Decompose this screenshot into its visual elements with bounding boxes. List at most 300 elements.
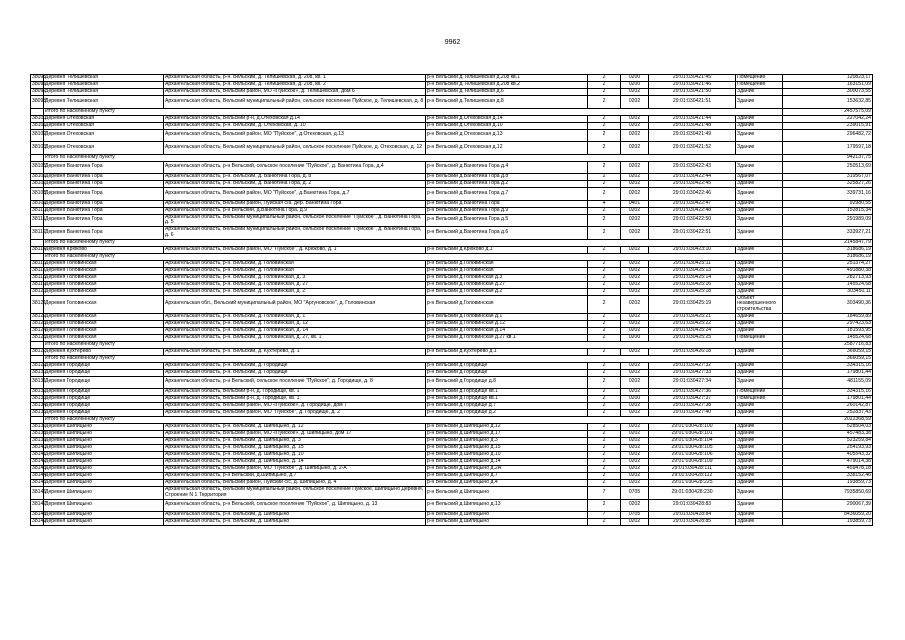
settlement-name-cell: Деревня Телишевская bbox=[44, 82, 164, 89]
subgroup-cell: 0202 bbox=[621, 348, 649, 355]
subgroup-cell: 0202 bbox=[621, 320, 649, 327]
location-cell: р-н Вельский д.Головинская д.14 bbox=[426, 327, 588, 334]
cadastral-value-cell: 459478,18 bbox=[783, 466, 873, 473]
cadastral-number-cell: 29:01:030425:19 bbox=[649, 295, 736, 313]
subtotal-value: 2587716,83 bbox=[783, 341, 873, 348]
row-id-cell: 38131 bbox=[31, 376, 44, 389]
settlement-name-cell: Деревня Городище bbox=[44, 376, 164, 389]
cadastral-value-cell: 239015,91 bbox=[783, 122, 873, 129]
group-cell: 2 bbox=[588, 115, 621, 122]
address-cell: Архангельская область, р-н Вельский, д.Шипицыно, д.7 bbox=[164, 473, 426, 480]
subgroup-cell: 0202 bbox=[621, 431, 649, 438]
object-type-cell: Здание bbox=[736, 473, 783, 480]
cadastral-number-cell: 29:01:030422:43 bbox=[649, 161, 736, 174]
settlement-name-cell: Деревня Шипицыно bbox=[44, 519, 164, 526]
table-row bbox=[31, 246, 873, 253]
object-type-cell: Здание bbox=[736, 410, 783, 417]
cadastral-value-cell: 366059,15 bbox=[783, 348, 873, 355]
group-cell: 2 bbox=[588, 295, 621, 313]
cadastral-number-cell: 29:01:030427:36 bbox=[649, 389, 736, 396]
cadastral-number-cell: 29:01:030422:48 bbox=[649, 207, 736, 214]
row-id-cell: 38116 bbox=[32, 259, 46, 266]
settlement-name-cell: Деревня Отеховская bbox=[44, 142, 164, 155]
object-type-cell: Здание bbox=[736, 89, 783, 96]
settlement-name-cell: Деревня Отеховская bbox=[44, 129, 164, 142]
location-cell: р-н Вельский д.Шипицыно bbox=[426, 487, 588, 500]
subgroup-cell: 0202 bbox=[621, 181, 649, 188]
subgroup-cell: 0202 bbox=[621, 214, 649, 227]
cadastral-value-cell: 184659,89 bbox=[783, 313, 873, 320]
cadastral-value-cell: 303490,36 bbox=[783, 295, 873, 313]
table-row bbox=[31, 348, 873, 355]
subtotal-label: Итого по населенному пункту bbox=[44, 341, 783, 348]
object-type-cell: Здание bbox=[736, 96, 783, 109]
object-type-cell: Здание bbox=[736, 214, 783, 227]
group-cell: 2 bbox=[588, 348, 621, 355]
cadastral-value-cell: 339731,16 bbox=[783, 188, 873, 201]
location-cell: р-н Вельский д.Головинская д.27 кв.1 bbox=[426, 334, 588, 341]
empty-cell bbox=[31, 253, 44, 260]
location-cell: р-н Вельский д.Головинская д.2 bbox=[426, 288, 588, 295]
subgroup-cell: 0202 bbox=[621, 288, 649, 295]
object-type-cell: Здание bbox=[736, 115, 783, 122]
object-type-cell: Здание bbox=[736, 313, 783, 320]
address-cell: Архангельская обл., Вельский муниципальный район, МО "Аргуновское", д. Головинская bbox=[164, 295, 426, 313]
object-type-cell: Здание bbox=[736, 181, 783, 188]
object-type-cell: Здание bbox=[736, 200, 783, 207]
cadastral-number-cell: 29:01:030425:21 bbox=[649, 313, 736, 320]
subtotal-label: Итого по населенному пункту bbox=[44, 154, 783, 161]
cadastral-number-cell: 29:01:030425:14 bbox=[649, 274, 736, 281]
table-row bbox=[31, 327, 873, 334]
object-type-cell: Здание bbox=[736, 288, 783, 295]
subgroup-cell: 0705 bbox=[621, 487, 649, 500]
cadastral-number-cell: 29:01:030421:51 bbox=[649, 96, 736, 109]
location-cell: р-н Вельский д.Отеховская д.10 bbox=[426, 122, 588, 129]
location-cell: р-н Вельский д.Шипицыно д.7 bbox=[426, 473, 588, 480]
row-id-cell: 38103 bbox=[31, 142, 44, 155]
object-type-cell: Здание bbox=[736, 267, 783, 274]
subgroup-cell: 0202 bbox=[621, 499, 649, 512]
group-cell: 2 bbox=[588, 499, 621, 512]
group-cell: 2 bbox=[588, 480, 621, 487]
cadastral-value-cell: 181593,95 bbox=[783, 327, 873, 334]
subgroup-cell: 0200 bbox=[621, 82, 649, 89]
table-row bbox=[31, 115, 873, 122]
subgroup-cell: 0202 bbox=[621, 129, 649, 142]
group-cell: 2 bbox=[588, 207, 621, 214]
address-cell: Архангельская область, р-н Вельский, сельское поселение "Пуйское", д. Шипицыно, д. 13 bbox=[164, 499, 426, 512]
settlement-name-cell: Деревня Шипицыно bbox=[44, 512, 164, 519]
group-cell: 2 bbox=[588, 389, 621, 396]
cadastral-value-cell: 300073,55 bbox=[783, 89, 873, 96]
group-cell: 2 bbox=[588, 129, 621, 142]
row-id-cell: 38135 bbox=[32, 409, 47, 416]
group-cell: 2 bbox=[588, 438, 621, 445]
object-type-cell: Здание bbox=[736, 281, 783, 288]
cadastral-value-cell: 523259,84 bbox=[783, 438, 873, 445]
cadastral-number-cell: 29:01:030427:37 bbox=[649, 396, 736, 403]
cadastral-value-cell: 528504,03 bbox=[783, 424, 873, 431]
object-type-cell: Здание bbox=[736, 174, 783, 181]
cadastral-value-cell: 145524,68 bbox=[783, 281, 873, 288]
subtotal-value: 2457575,09 bbox=[783, 108, 873, 115]
group-cell: 2 bbox=[588, 519, 621, 526]
object-type-cell: Здание bbox=[736, 369, 783, 376]
cadastral-number-cell: 29:01:030428:104 bbox=[649, 438, 736, 445]
table-row bbox=[31, 227, 873, 240]
cadastral-number-cell: 29:01:030425:16 bbox=[649, 281, 736, 288]
object-type-cell: Здание bbox=[736, 274, 783, 281]
cadastral-number-cell: 29:01:030425:11 bbox=[649, 260, 736, 267]
subtotal-value: 318686,19 bbox=[783, 253, 873, 260]
group-cell: 2 bbox=[588, 327, 621, 334]
address-cell: Архангельская область, Вельский район, МО "Пуйское", д. Городище, д. 2 bbox=[164, 410, 426, 417]
subgroup-cell: 0200 bbox=[621, 396, 649, 403]
settlement-name-cell: Деревня Шипицыно bbox=[44, 466, 164, 473]
row-id-cell: 38148 bbox=[32, 511, 47, 518]
group-cell: 2 bbox=[588, 227, 621, 240]
cadastral-value-cell: 254193,93 bbox=[783, 445, 873, 452]
address-cell: Архангельская область, Вельский район, МО "Пуйское", д.Ванютина Гора, д.7 bbox=[164, 188, 426, 201]
group-cell: 4 bbox=[588, 200, 621, 207]
address-cell: Архангельская область, р-н. Вельский, д. Головинская, д. 2 bbox=[164, 288, 426, 295]
group-cell: 2 bbox=[588, 161, 621, 174]
object-type-cell: Здание bbox=[736, 122, 783, 129]
row-id-cell: 38096 bbox=[32, 81, 47, 88]
location-cell: р-н Вельский д.Кухтерево д.1 bbox=[426, 348, 588, 355]
settlement-name-cell: Деревня Ванютина Гора bbox=[44, 200, 164, 207]
cadastral-value-cell: 251374,27 bbox=[783, 260, 873, 267]
cadastral-value-cell: 227042,24 bbox=[783, 115, 873, 122]
table-row bbox=[31, 96, 873, 109]
subgroup-cell: 0202 bbox=[621, 115, 649, 122]
row-id-cell: 38098 bbox=[31, 96, 44, 109]
cadastral-number-cell: 29:01:030428:109 bbox=[649, 459, 736, 466]
location-cell: р-н Вельский д.Ванютина Гора д.4 bbox=[426, 161, 588, 174]
cadastral-number-cell: 29:01:030427:33 bbox=[649, 369, 736, 376]
empty-cell bbox=[31, 355, 44, 362]
cadastral-value-cell: 334315,16 bbox=[783, 362, 873, 369]
subgroup-cell: 0200 bbox=[621, 334, 649, 341]
group-cell: 2 bbox=[588, 466, 621, 473]
location-cell: р-н Вельский д.Шипицыно д.3 bbox=[426, 438, 588, 445]
location-cell: р-н Вельский д.Шипицыно bbox=[426, 512, 588, 519]
cadastral-value-cell: 152815,34 bbox=[783, 207, 873, 214]
address-cell: Архангельская область, Вельский р-н, д. Городище, кв. 1 bbox=[164, 396, 426, 403]
settlement-name-cell: Деревня Шипицыно bbox=[44, 473, 164, 480]
table-row bbox=[31, 200, 873, 207]
location-cell: р-н Вельский д.Ванютина Гора д.2 bbox=[426, 181, 588, 188]
settlement-name-cell: Деревня Головинская bbox=[44, 327, 164, 334]
subtotal-label: Итого по населенному пункту bbox=[44, 253, 783, 260]
subtotal-value: 2022368,59 bbox=[783, 417, 873, 424]
subgroup-cell: 0202 bbox=[621, 403, 649, 410]
group-cell: 2 bbox=[588, 267, 621, 274]
cadastral-value-cell: 457483,38 bbox=[783, 431, 873, 438]
object-type-cell: Объект незавершенного строительства bbox=[736, 295, 783, 313]
address-cell: Архангельская область, р-н. Вельский, д. Головинская, д. 1 bbox=[164, 313, 426, 320]
row-id-cell: 38146 bbox=[31, 487, 44, 500]
group-cell: 7 bbox=[588, 487, 621, 500]
cadastral-number-cell: 29:01:030422:46 bbox=[649, 188, 736, 201]
table-row bbox=[31, 410, 873, 417]
location-cell: р-н Вельский д.Телишевская д.208 кв.2 bbox=[426, 82, 588, 89]
address-cell: Архангельская область, р-н. Вельский, д. Шипицыно, д. 3 bbox=[164, 438, 426, 445]
address-cell: Архангельская область, р-н. Вельский, д. Шипицыно bbox=[164, 512, 426, 519]
subtotal-label: Итого по населенному пункту bbox=[44, 417, 783, 424]
row-id-cell: 38124 bbox=[32, 326, 47, 333]
row-id-cell: 38100 bbox=[32, 114, 47, 121]
group-cell: 2 bbox=[588, 459, 621, 466]
subtotal-label: Итого по населенному пункту bbox=[44, 355, 783, 362]
group-cell: 2 bbox=[588, 214, 621, 227]
group-cell: 7 bbox=[588, 512, 621, 519]
location-cell: р-н Вельский д.Шипицыно д.17 bbox=[426, 431, 588, 438]
table-body bbox=[31, 75, 873, 526]
cadastral-number-cell: 29:01:030421:49 bbox=[649, 129, 736, 142]
location-cell: р-н Вельский д.Городище кв.1 bbox=[426, 389, 588, 396]
table-row bbox=[31, 260, 873, 267]
row-id-cell: 38120 bbox=[32, 287, 47, 294]
cadastral-value-cell: 92980,55 bbox=[783, 200, 873, 207]
row-id-cell: 38112 bbox=[31, 227, 44, 240]
table-row bbox=[31, 142, 873, 155]
row-id-cell: 38110 bbox=[32, 206, 46, 213]
settlement-name-cell: Деревня Головинская bbox=[44, 260, 164, 267]
address-cell: Архангельская область, Вельский район, МО «Пуйское», д. Шипицыно, дом 17 bbox=[164, 431, 426, 438]
settlement-name-cell: Деревня Городище bbox=[44, 362, 164, 369]
cadastral-number-cell: 29:01:030422:44 bbox=[649, 174, 736, 181]
row-id-cell: 38106 bbox=[32, 173, 47, 180]
cadastral-value-cell: 333927,21 bbox=[783, 227, 873, 240]
row-id-cell: 38139 bbox=[32, 437, 47, 444]
subgroup-cell: 0202 bbox=[621, 227, 649, 240]
object-type-cell: Здание bbox=[736, 424, 783, 431]
settlement-name-cell: Деревня Телишевская bbox=[44, 89, 164, 96]
settlement-name-cell: Деревня Шипицыно bbox=[44, 452, 164, 459]
cadastral-number-cell: 29:01:030422:50 bbox=[649, 214, 736, 227]
object-type-cell: Здание bbox=[736, 487, 783, 500]
address-cell: Архангельская область, р-н. Вельский, д. Кухтерево, д. 1 bbox=[164, 348, 426, 355]
location-cell: р-н Вельский д.Телишевская д.208 кв.1 bbox=[426, 75, 588, 82]
settlement-name-cell: Деревня Ванютина Гора bbox=[44, 188, 164, 201]
cadastral-number-cell: 29:01:030421:45 bbox=[649, 75, 736, 82]
address-cell: Архангельская область, Вельский район, МО "Пуйское", д. Шипицыно, д. 2-А bbox=[164, 466, 426, 473]
settlement-name-cell: Деревня Головинская bbox=[44, 313, 164, 320]
subgroup-cell: 0202 bbox=[621, 246, 649, 253]
cadastral-value-cell: 7935850,69 bbox=[783, 487, 873, 500]
subtotal-label: Итого по населенному пункту bbox=[44, 239, 783, 246]
address-cell: Архангельская область, р-н. Вельский, д. Головинская bbox=[164, 260, 426, 267]
table-row bbox=[31, 487, 873, 500]
address-cell: Архангельская область, Вельский район, МО "Пуйское", д.Отеховская, д.13 bbox=[164, 129, 426, 142]
row-id-cell: 38145 bbox=[32, 479, 47, 486]
table-row bbox=[31, 89, 873, 96]
group-cell: 2 bbox=[588, 181, 621, 188]
object-type-cell: Здание bbox=[736, 142, 783, 155]
subgroup-cell: 0202 bbox=[621, 327, 649, 334]
cadastral-number-cell: 29:01:030425:24 bbox=[649, 327, 736, 334]
subtotal-row bbox=[31, 108, 873, 115]
empty-cell bbox=[31, 239, 44, 246]
row-id-cell: 38129 bbox=[32, 361, 47, 368]
subgroup-cell: 0202 bbox=[621, 480, 649, 487]
group-cell: 2 bbox=[588, 188, 621, 201]
location-cell: р-н Вельский д.Городище д.2 bbox=[426, 410, 588, 417]
object-type-cell: Здание bbox=[736, 519, 783, 526]
row-id-cell: 38142 bbox=[32, 458, 47, 465]
location-cell: р-н Вельский д.Шипицыно д.15 bbox=[426, 445, 588, 452]
settlement-name-cell: Деревня Городище bbox=[44, 410, 164, 417]
address-cell: Архангельская область, р-н Вельский, сельское поселение "Пуйское", д. Городище, д. 8 bbox=[164, 376, 426, 389]
subtotal-value: 366059,15 bbox=[783, 355, 873, 362]
object-type-cell: Здание bbox=[736, 327, 783, 334]
object-type-cell: Здание bbox=[736, 362, 783, 369]
object-type-cell: Здание bbox=[736, 376, 783, 389]
settlement-name-cell: Деревня Шипицыно bbox=[44, 431, 164, 438]
row-id-cell: 38140 bbox=[32, 444, 47, 451]
location-cell: р-н Вельский д.Ванютина Гора д.6 bbox=[426, 227, 588, 240]
address-cell: Архангельская область, р-н. Вельский, д. Ванютина Гора, д. 2 bbox=[164, 181, 426, 188]
settlement-name-cell: Деревня Городище bbox=[44, 396, 164, 403]
row-id-cell: 38147 bbox=[31, 499, 44, 512]
address-cell: Архангельская область, р-н. Вельский, д. Головинская bbox=[164, 267, 426, 274]
row-id-cell: 38132 bbox=[32, 388, 47, 395]
address-cell: Архангельская область, р-н Вельский, сельское поселение "Пуйское", д. Ванютина Гора, д.4 bbox=[164, 161, 426, 174]
cadastral-number-cell: 29:01:030428:85 bbox=[649, 519, 736, 526]
row-id-cell: 38114 bbox=[32, 245, 46, 252]
location-cell: р-н Вельский д.Шипицыно д.12 bbox=[426, 424, 588, 431]
group-cell: 2 bbox=[588, 274, 621, 281]
object-type-cell: Помещение bbox=[736, 396, 783, 403]
location-cell: р-н Вельский д.Ванютина Гора д.7 bbox=[426, 188, 588, 201]
table-row bbox=[31, 499, 873, 512]
address-cell: Архангельская область, Вельский р-н, д. Городище, кв. 1 bbox=[164, 389, 426, 396]
cadastral-value-cell: 338152,46 bbox=[783, 473, 873, 480]
row-id-cell: 38138 bbox=[32, 430, 47, 437]
cadastral-number-cell: 29:01:030427:34 bbox=[649, 376, 736, 389]
cadastral-number-cell: 29:01:030428:84 bbox=[649, 512, 736, 519]
empty-cell bbox=[31, 154, 44, 161]
group-cell: 2 bbox=[588, 122, 621, 129]
location-cell: р-н Вельский д.Шипицыно д.13 bbox=[426, 499, 588, 512]
address-cell: Архангельская область, Вельский р-н, д.Отеховская д.14 bbox=[164, 115, 426, 122]
object-type-cell: Здание bbox=[736, 445, 783, 452]
address-cell: Архангельская область, Вельский муниципальный район, сельское поселение Пуйское, д. Отеховская, д. 12 bbox=[164, 142, 426, 155]
address-cell: Архангельская область, р-н. Вельский, д. Головинская, д. 12 bbox=[164, 320, 426, 327]
address-cell: Архангельская область, р-н. Вельский, д. Городище bbox=[164, 362, 426, 369]
location-cell: р-н Вельский д.Шипицыно bbox=[426, 519, 588, 526]
object-type-cell: Помещение bbox=[736, 389, 783, 396]
address-cell: Архангельская область, р-н. Вельский, д. Телишевская, д. 208, кв. 2 bbox=[164, 82, 426, 89]
table-row bbox=[31, 369, 873, 376]
cadastral-value-cell: 297423,63 bbox=[783, 320, 873, 327]
cadastral-number-cell: 29:01:030428:112 bbox=[649, 473, 736, 480]
cadastral-value-cell: 319567,07 bbox=[783, 174, 873, 181]
settlement-name-cell: Деревня Ванютина Гора bbox=[44, 174, 164, 181]
table-row bbox=[31, 320, 873, 327]
subgroup-cell: 0202 bbox=[621, 142, 649, 155]
subgroup-cell: 0202 bbox=[621, 281, 649, 288]
address-cell: Архангельская область, р-н. Вельский, д. Головинская, д. 27 bbox=[164, 281, 426, 288]
address-cell: Архангельская область, р-н. Вельский, д. Шипицыно, д. 10 bbox=[164, 452, 426, 459]
cadastral-value-cell: 193859,73 bbox=[783, 480, 873, 487]
cadastral-number-cell: 29:01:030422:45 bbox=[649, 181, 736, 188]
settlement-name-cell: Деревня Головинская bbox=[44, 288, 164, 295]
cadastral-number-cell: 29:01:030427:40 bbox=[649, 410, 736, 417]
location-cell: р-н Вельский д.Головинская bbox=[426, 260, 588, 267]
cadastral-number-cell: 29:01:030422:47 bbox=[649, 200, 736, 207]
cadastral-number-cell: 29:01:030421:46 bbox=[649, 82, 736, 89]
object-type-cell: Помещение bbox=[736, 334, 783, 341]
cadastral-value-cell: 282713,93 bbox=[783, 274, 873, 281]
object-type-cell: Здание bbox=[736, 161, 783, 174]
table-row bbox=[31, 161, 873, 174]
object-type-cell: Здание bbox=[736, 320, 783, 327]
row-id-cell: 38117 bbox=[32, 266, 46, 273]
subgroup-cell: 0202 bbox=[621, 369, 649, 376]
location-cell: р-н Вельский д.Головинская д.27 bbox=[426, 281, 588, 288]
cadastral-number-cell: 29:01:030428:83 bbox=[649, 499, 736, 512]
location-cell: р-н Вельский д.Головинская д.12 bbox=[426, 320, 588, 327]
location-cell: р-н Вельский д.Головинская bbox=[426, 267, 588, 274]
cadastral-number-cell: 29:01:030428:101 bbox=[649, 431, 736, 438]
row-id-cell: 38125 bbox=[32, 333, 47, 340]
cadastral-number-cell: 29:01:030428:230 bbox=[649, 487, 736, 500]
subgroup-cell: 0202 bbox=[621, 459, 649, 466]
settlement-name-cell: Деревня Ванютина Гора bbox=[44, 161, 164, 174]
object-type-cell: Здание bbox=[736, 431, 783, 438]
table-row bbox=[31, 519, 873, 526]
group-cell: 2 bbox=[588, 334, 621, 341]
group-cell: 2 bbox=[588, 174, 621, 181]
cadastral-number-cell: 29:01:030423:10 bbox=[649, 246, 736, 253]
group-cell: 2 bbox=[588, 82, 621, 89]
group-cell: 2 bbox=[588, 142, 621, 155]
cadastral-number-cell: 29:01:030428:225 bbox=[649, 480, 736, 487]
address-cell: Архангельская область, Вельский район, МО "Пуйское", д. Крюково, д. 1 bbox=[164, 246, 426, 253]
location-cell: р-н Вельский д.Шипицыно д.14 bbox=[426, 459, 588, 466]
cadastral-value-cell: 179801,44 bbox=[783, 396, 873, 403]
row-id-cell: 38144 bbox=[32, 472, 47, 479]
object-type-cell: Здание bbox=[736, 129, 783, 142]
subtotal-row bbox=[31, 253, 873, 260]
object-type-cell: Здание bbox=[736, 438, 783, 445]
cadastral-value-cell: 405543,32 bbox=[783, 452, 873, 459]
cadastral-value-cell: 296482,72 bbox=[783, 129, 873, 142]
cadastral-value-cell: 193859,73 bbox=[783, 519, 873, 526]
location-cell: р-н Вельский д.Крюково д.1 bbox=[426, 246, 588, 253]
object-type-cell: Помещение bbox=[736, 82, 783, 89]
settlement-name-cell: Деревня Отеховская bbox=[44, 115, 164, 122]
cadastral-number-cell: 29:01:030428:105 bbox=[649, 445, 736, 452]
group-cell: 2 bbox=[588, 288, 621, 295]
group-cell: 2 bbox=[588, 403, 621, 410]
object-type-cell: Здание bbox=[736, 227, 783, 240]
row-id-cell: 38130 bbox=[32, 368, 47, 375]
subgroup-cell: 0200 bbox=[621, 75, 649, 82]
cadastral-number-cell: 29:01:030421:44 bbox=[649, 115, 736, 122]
group-cell: 2 bbox=[588, 424, 621, 431]
subgroup-cell: 0202 bbox=[621, 161, 649, 174]
cadastral-value-cell: 491880,38 bbox=[783, 267, 873, 274]
group-cell: 2 bbox=[588, 281, 621, 288]
location-cell: р-н Вельский д.Городище д.7 bbox=[426, 403, 588, 410]
location-cell: р-н Вельский д.Шипицыно д.2А bbox=[426, 466, 588, 473]
row-id-cell: 38143 bbox=[32, 465, 47, 472]
address-cell: Архангельская область, Вельский муниципальный район, сельское поселение "Пуйское", д. Ванютина Гора, д. 5 bbox=[164, 214, 426, 227]
